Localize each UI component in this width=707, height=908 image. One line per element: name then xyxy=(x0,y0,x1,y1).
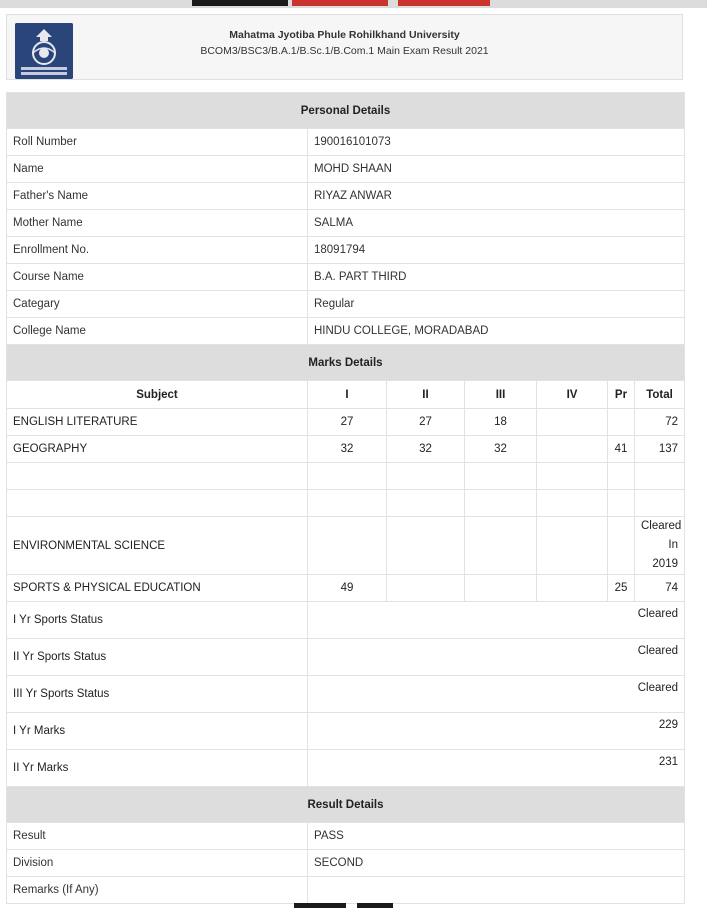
result-details-header xyxy=(7,787,685,823)
roll-number-value: 190016101073 xyxy=(308,129,685,156)
paper-4-cell xyxy=(537,575,608,602)
total-cell: Cleared In 2019 xyxy=(635,517,685,575)
enrollment-label: Enrollment No. xyxy=(7,237,308,264)
total-cell: 74 xyxy=(635,575,685,602)
college-name-label: College Name xyxy=(7,318,308,345)
table-row xyxy=(7,129,685,156)
total-cell: 137 xyxy=(635,436,685,463)
table-row xyxy=(7,575,685,602)
name-label: Name xyxy=(7,156,308,183)
top-banner-strip xyxy=(0,0,707,8)
personal-details-header xyxy=(7,93,685,129)
division-label: Division xyxy=(7,850,308,877)
category-value: Regular xyxy=(308,291,685,318)
roll-number-label: Roll Number xyxy=(7,129,308,156)
sports-status-1-label: I Yr Sports Status xyxy=(7,602,308,639)
practical-cell xyxy=(608,463,635,490)
table-row xyxy=(7,436,685,463)
sports-status-2-label: II Yr Sports Status xyxy=(7,639,308,676)
paper-1-cell xyxy=(308,490,387,517)
paper-2-column-header: II xyxy=(387,381,465,409)
result-label: Result xyxy=(7,823,308,850)
website-banner xyxy=(292,0,388,6)
sports-status-3-label: III Yr Sports Status xyxy=(7,676,308,713)
paper-4-column-header: IV xyxy=(537,381,608,409)
table-row xyxy=(7,264,685,291)
table-row xyxy=(7,409,685,436)
table-row xyxy=(7,823,685,850)
father-name-value: RIYAZ ANWAR xyxy=(308,183,685,210)
year-1-marks-label: I Yr Marks xyxy=(7,713,308,750)
subject-column-header: Subject xyxy=(7,381,308,409)
course-name-label: Course Name xyxy=(7,264,308,291)
result-header xyxy=(6,14,683,80)
total-column-header: Total xyxy=(635,381,685,409)
practical-cell xyxy=(608,490,635,517)
bottom-buttons xyxy=(0,903,707,908)
subject-cell: ENGLISH LITERATURE xyxy=(7,409,308,436)
table-row xyxy=(7,490,685,517)
practical-cell: 41 xyxy=(608,436,635,463)
table-row xyxy=(7,639,685,676)
paper-1-cell xyxy=(308,463,387,490)
table-row xyxy=(7,877,685,904)
paper-2-cell xyxy=(387,517,465,575)
table-row xyxy=(7,291,685,318)
result-table xyxy=(6,92,685,904)
table-row xyxy=(7,676,685,713)
table-row xyxy=(7,318,685,345)
total-cell xyxy=(635,490,685,517)
year-1-marks-value: 229 xyxy=(308,713,685,750)
helpline-banner xyxy=(192,0,288,6)
header-title-block xyxy=(7,27,682,59)
enrollment-value: 18091794 xyxy=(308,237,685,264)
paper-2-cell: 27 xyxy=(387,409,465,436)
table-row xyxy=(7,602,685,639)
subject-cell: ENVIRONMENTAL SCIENCE xyxy=(7,517,308,575)
table-row xyxy=(7,156,685,183)
subject-cell: GEOGRAPHY xyxy=(7,436,308,463)
paper-4-cell xyxy=(537,517,608,575)
paper-4-cell xyxy=(537,409,608,436)
name-value: MOHD SHAAN xyxy=(308,156,685,183)
result-details-title: Result Details xyxy=(7,787,685,823)
personal-details-title: Personal Details xyxy=(7,93,685,129)
mother-name-label: Mother Name xyxy=(7,210,308,237)
table-row xyxy=(7,850,685,877)
paper-1-column-header: I xyxy=(308,381,387,409)
marks-details-title: Marks Details xyxy=(7,345,685,381)
paper-4-cell xyxy=(537,436,608,463)
table-row xyxy=(7,463,685,490)
category-label: Categary xyxy=(7,291,308,318)
paper-4-cell xyxy=(537,490,608,517)
paper-1-cell: 49 xyxy=(308,575,387,602)
paper-2-cell xyxy=(387,463,465,490)
result-value: PASS xyxy=(308,823,685,850)
total-cell: 72 xyxy=(635,409,685,436)
course-name-value: B.A. PART THIRD xyxy=(308,264,685,291)
paper-3-column-header: III xyxy=(465,381,537,409)
year-2-marks-value: 231 xyxy=(308,750,685,787)
paper-1-cell xyxy=(308,517,387,575)
paper-3-cell: 18 xyxy=(465,409,537,436)
sports-status-1-value: Cleared xyxy=(308,602,685,639)
paper-4-cell xyxy=(537,463,608,490)
exam-title: BCOM3/BSC3/B.A.1/B.Sc.1/B.Com.1 Main Exam Result 2021 xyxy=(200,45,489,57)
practical-cell: 25 xyxy=(608,575,635,602)
paper-2-cell xyxy=(387,575,465,602)
paper-3-cell xyxy=(465,575,537,602)
paper-2-cell xyxy=(387,490,465,517)
year-2-marks-label: II Yr Marks xyxy=(7,750,308,787)
division-value: SECOND xyxy=(308,850,685,877)
father-name-label: Father's Name xyxy=(7,183,308,210)
subject-cell xyxy=(7,490,308,517)
marks-column-headers xyxy=(7,381,685,409)
practical-cell xyxy=(608,409,635,436)
remarks-label: Remarks (If Any) xyxy=(7,877,308,904)
table-row xyxy=(7,713,685,750)
total-cell xyxy=(635,463,685,490)
subject-cell xyxy=(7,463,308,490)
paper-1-cell: 27 xyxy=(308,409,387,436)
call-banner xyxy=(398,0,490,6)
paper-1-cell: 32 xyxy=(308,436,387,463)
practical-cell xyxy=(608,517,635,575)
sports-status-2-value: Cleared xyxy=(308,639,685,676)
table-row xyxy=(7,183,685,210)
subject-cell: SPORTS & PHYSICAL EDUCATION xyxy=(7,575,308,602)
paper-3-cell: 32 xyxy=(465,436,537,463)
table-row xyxy=(7,237,685,264)
paper-2-cell: 32 xyxy=(387,436,465,463)
table-row xyxy=(7,750,685,787)
table-row xyxy=(7,210,685,237)
remarks-value xyxy=(308,877,685,904)
print-button[interactable] xyxy=(294,903,346,908)
paper-3-cell xyxy=(465,463,537,490)
back-button[interactable] xyxy=(357,903,393,908)
university-name: Mahatma Jyotiba Phule Rohilkhand University xyxy=(229,29,460,41)
paper-3-cell xyxy=(465,490,537,517)
paper-3-cell xyxy=(465,517,537,575)
mother-name-value: SALMA xyxy=(308,210,685,237)
marks-details-header xyxy=(7,345,685,381)
sports-status-3-value: Cleared xyxy=(308,676,685,713)
practical-column-header: Pr xyxy=(608,381,635,409)
college-name-value: HINDU COLLEGE, MORADABAD xyxy=(308,318,685,345)
table-row xyxy=(7,517,685,575)
